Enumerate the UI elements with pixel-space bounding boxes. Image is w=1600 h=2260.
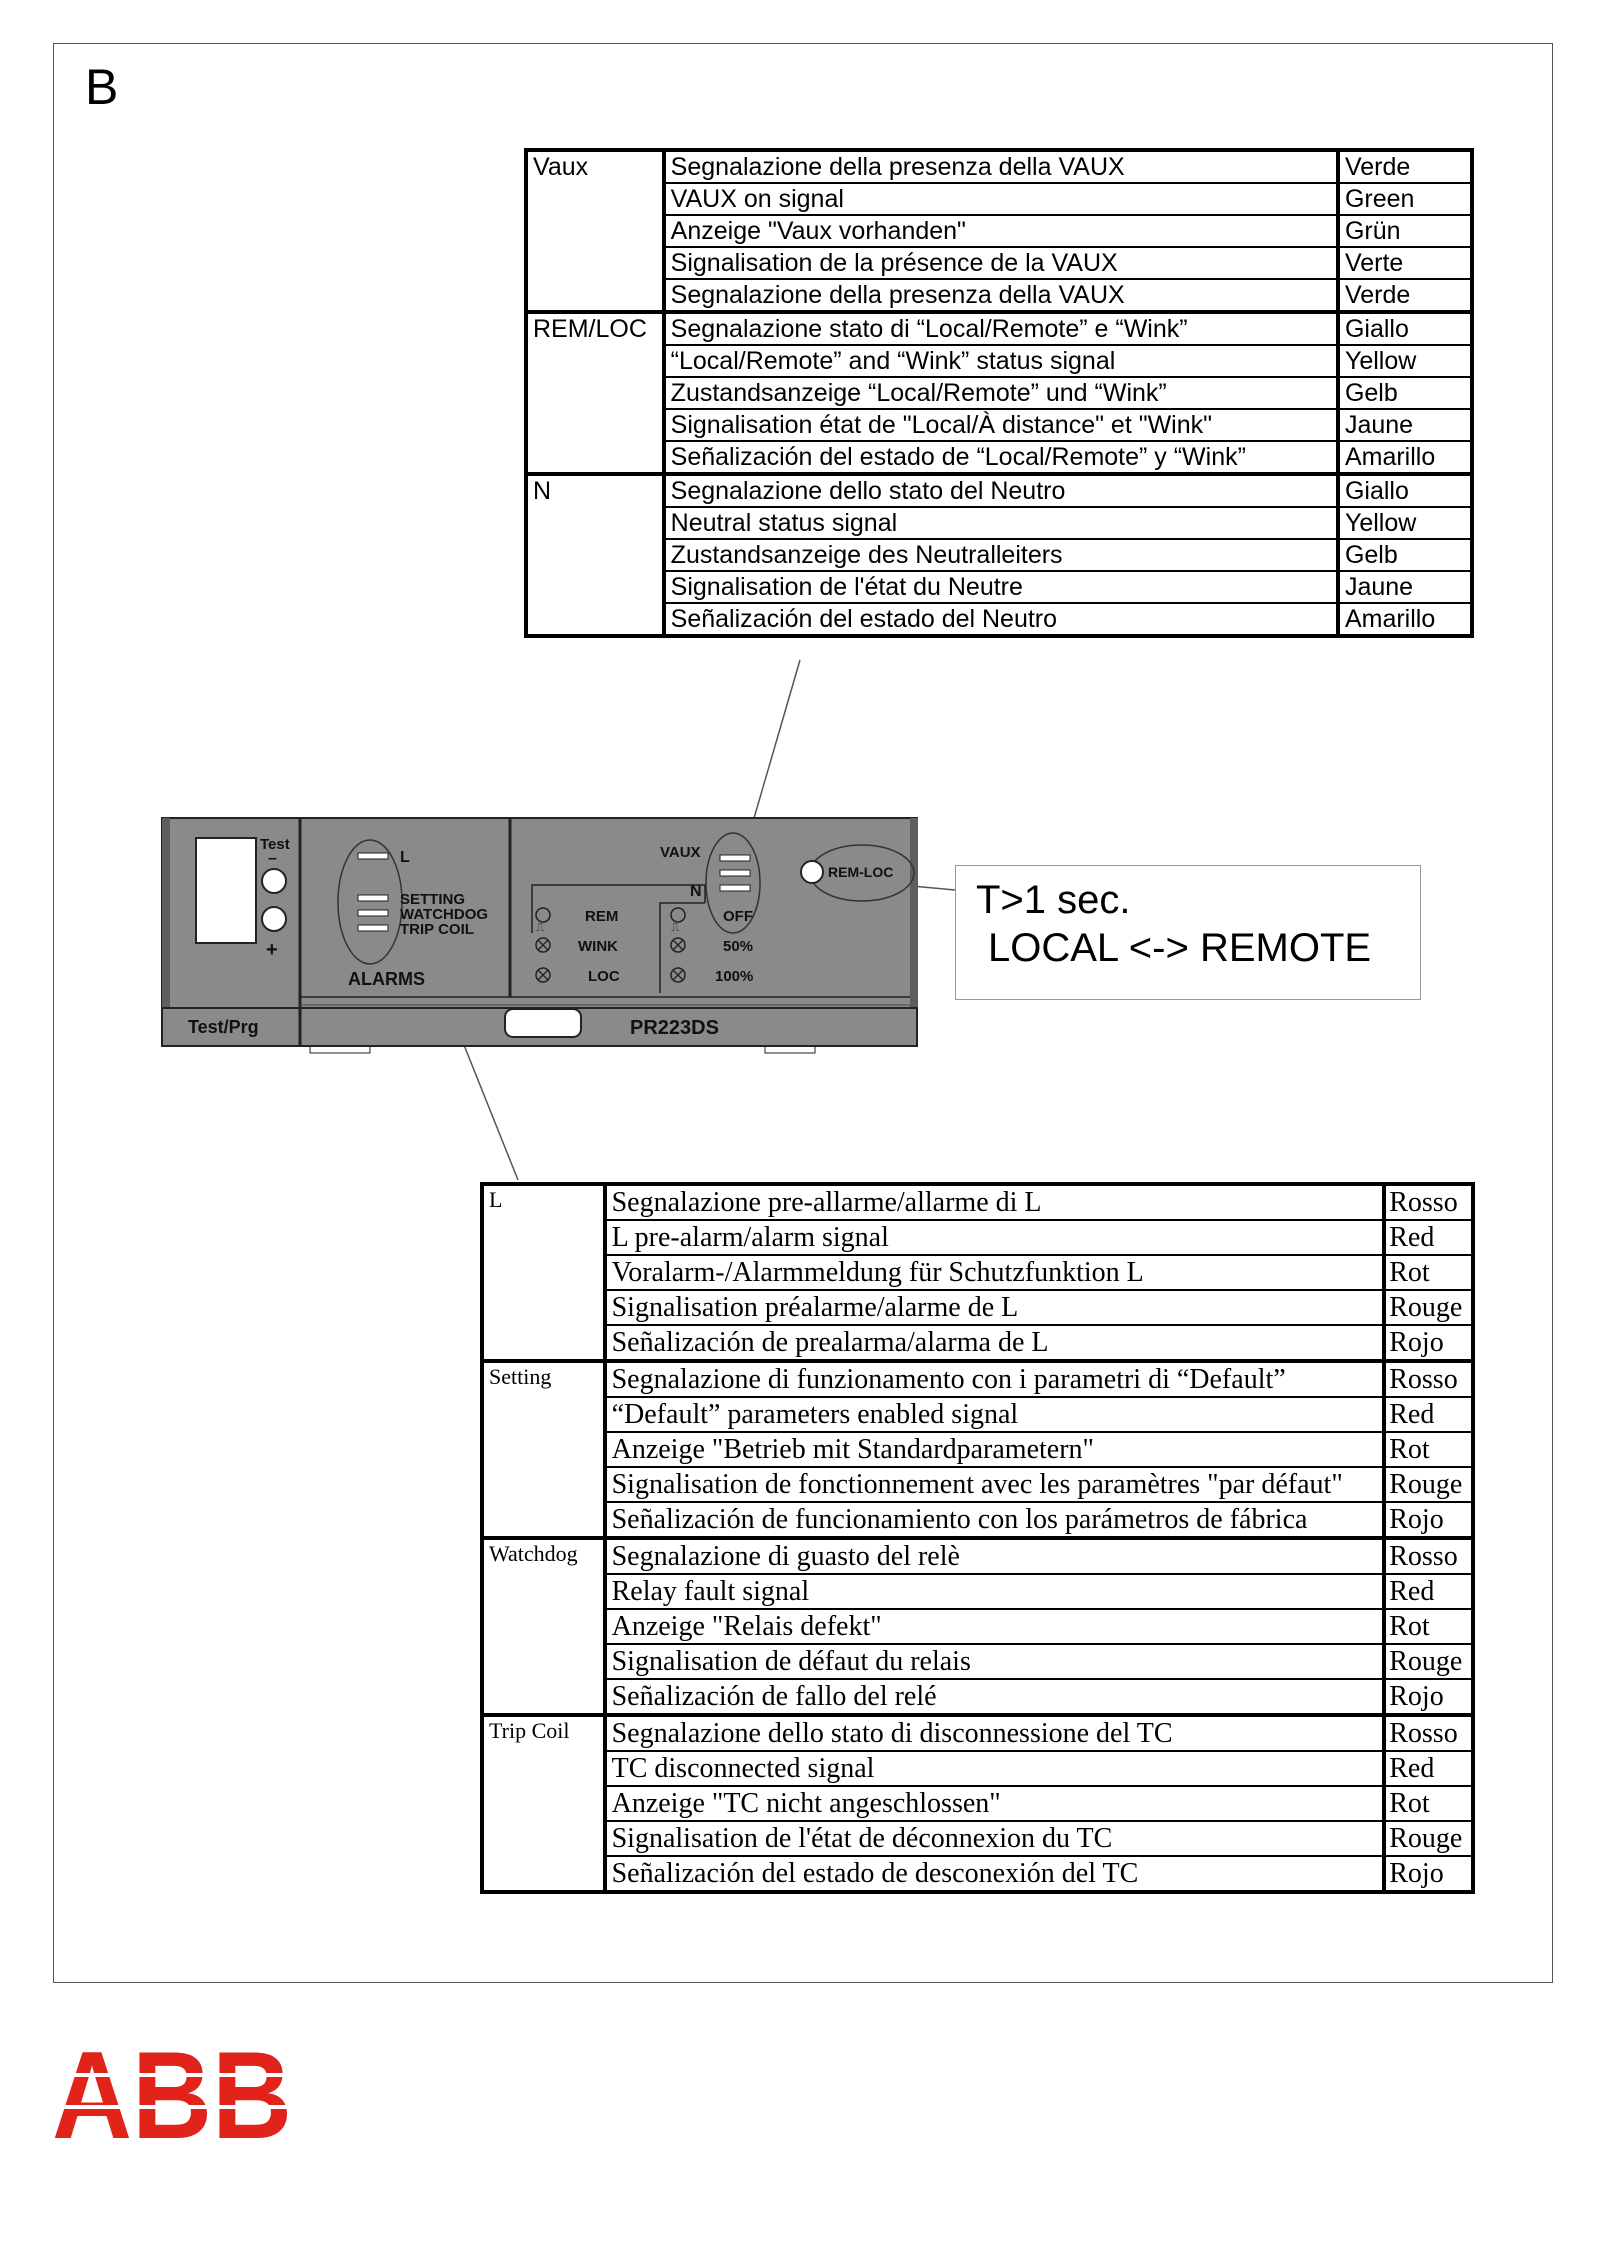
plus-label: + — [266, 939, 278, 961]
led-color: Gelb — [1338, 377, 1472, 409]
led-color: Red — [1384, 1574, 1473, 1609]
table-row — [482, 1502, 1473, 1538]
callout-duration: T>1 sec. — [976, 878, 1131, 922]
table-row — [482, 1679, 1473, 1715]
table-row — [482, 1715, 1473, 1751]
loc-label: LOC — [588, 968, 620, 985]
table-row — [482, 1432, 1473, 1467]
led-color: Jaune — [1338, 571, 1472, 603]
led-color: Rouge — [1384, 1467, 1473, 1502]
test-display — [196, 838, 256, 943]
table-row — [482, 1361, 1473, 1397]
group-label: REM/LOC — [526, 312, 664, 474]
signal-description: Señalización de prealarma/alarma de L — [605, 1325, 1385, 1361]
alarms-legend-table — [480, 1182, 1475, 1894]
signal-description: Signalisation préalarme/alarme de L — [605, 1290, 1385, 1325]
table-row — [482, 1751, 1473, 1786]
led-color: Green — [1338, 183, 1472, 215]
test-plus-button[interactable] — [262, 907, 286, 931]
signal-description: Segnalazione di guasto del relè — [605, 1538, 1385, 1574]
off-label: OFF — [723, 908, 753, 925]
alarm-setting-label: SETTING — [400, 891, 466, 908]
svg-text:⎍: ⎍ — [671, 920, 680, 934]
led-color: Rosso — [1384, 1184, 1473, 1220]
signal-description: Anzeige "Betrieb mit Standardparametern" — [605, 1432, 1385, 1467]
led-trip-coil — [358, 925, 388, 931]
led-color: Yellow — [1338, 345, 1472, 377]
signal-description: Anzeige "Relais defekt" — [605, 1609, 1385, 1644]
panel-right-edge — [910, 818, 918, 1008]
led-color: Rojo — [1384, 1325, 1473, 1361]
led-color: Rouge — [1384, 1644, 1473, 1679]
group-label: Trip Coil — [482, 1715, 605, 1892]
table-row — [482, 1255, 1473, 1290]
led-color: Verte — [1338, 247, 1472, 279]
signal-description: Zustandsanzeige des Neutralleiters — [664, 539, 1338, 571]
wink-label: WINK — [578, 938, 618, 955]
signal-description: Anzeige "TC nicht angeschlossen" — [605, 1786, 1385, 1821]
signal-description: Señalización del estado de desconexión del TC — [605, 1856, 1385, 1892]
signal-description: Señalización del estado del Neutro — [664, 603, 1338, 636]
table-row — [482, 1397, 1473, 1432]
panel-left-edge — [162, 818, 170, 1008]
pulse-symbol: ⎍ — [536, 920, 545, 934]
led-color: Yellow — [1338, 507, 1472, 539]
alarm-l-label: L — [400, 849, 410, 866]
group-label: N — [526, 474, 664, 636]
table-row — [482, 1220, 1473, 1255]
table-row — [482, 1856, 1473, 1892]
signal-description: “Local/Remote” and “Wink” status signal — [664, 345, 1338, 377]
led-color: Rot — [1384, 1432, 1473, 1467]
led-n — [720, 885, 750, 891]
led-color: Rot — [1384, 1609, 1473, 1644]
group-label: Setting — [482, 1361, 605, 1538]
table-row — [482, 1644, 1473, 1679]
p100-label: 100% — [715, 968, 754, 985]
signal-description: Segnalazione pre-allarme/allarme di L — [605, 1184, 1385, 1220]
table-row — [482, 1184, 1473, 1220]
led-color: Giallo — [1338, 474, 1472, 507]
led-color: Verde — [1338, 150, 1472, 183]
led-color: Red — [1384, 1751, 1473, 1786]
remloc-button[interactable] — [801, 861, 823, 883]
alarms-title: ALARMS — [348, 969, 425, 989]
led-color: Rosso — [1384, 1361, 1473, 1397]
abb-logo-fill — [52, 2043, 292, 2140]
signal-description: Zustandsanzeige “Local/Remote” und “Wink” — [664, 377, 1338, 409]
led-setting — [358, 895, 388, 901]
group-label: Vaux — [526, 150, 664, 312]
signal-description: Signalisation de la présence de la VAUX — [664, 247, 1338, 279]
section-letter: B — [85, 59, 119, 115]
led-color: Rojo — [1384, 1856, 1473, 1892]
panel-window — [505, 1009, 581, 1037]
led-color: Rojo — [1384, 1502, 1473, 1538]
p50-label: 50% — [723, 938, 754, 955]
table-row — [482, 1467, 1473, 1502]
led-color: Rouge — [1384, 1290, 1473, 1325]
led-vaux — [720, 855, 750, 861]
pr223ds-front-panel — [160, 815, 920, 1055]
alarm-trip-label: TRIP COIL — [400, 921, 474, 938]
signal-description: Voralarm-/Alarmmeldung für Schutzfunktion L — [605, 1255, 1385, 1290]
led-color: Red — [1384, 1397, 1473, 1432]
signal-description: Signalisation de l'état de déconnexion du TC — [605, 1821, 1385, 1856]
n-label: N — [690, 883, 702, 900]
remloc-label: REM-LOC — [828, 864, 894, 880]
signal-description: Neutral status signal — [664, 507, 1338, 539]
local-remote-callout — [955, 865, 1421, 1000]
led-color: Rojo — [1384, 1679, 1473, 1715]
table-row — [482, 1574, 1473, 1609]
table-row — [482, 1786, 1473, 1821]
rem-label: REM — [585, 908, 619, 925]
signal-description: Anzeige "Vaux vorhanden" — [664, 215, 1338, 247]
table-row — [482, 1821, 1473, 1856]
led-color: Gelb — [1338, 539, 1472, 571]
signal-description: Signalisation de défaut du relais — [605, 1644, 1385, 1679]
signal-description: Señalización de fallo del relé — [605, 1679, 1385, 1715]
table-row — [482, 1290, 1473, 1325]
group-label: Watchdog — [482, 1538, 605, 1715]
signal-description: Segnalazione dello stato del Neutro — [664, 474, 1338, 507]
vaux-label: VAUX — [660, 844, 701, 861]
signal-description: Relay fault signal — [605, 1574, 1385, 1609]
led-color: Red — [1384, 1220, 1473, 1255]
signal-description: Segnalazione della presenza della VAUX — [664, 150, 1338, 183]
signal-description: Signalisation de fonctionnement avec les paramètres "par défaut" — [605, 1467, 1385, 1502]
led-color: Rot — [1384, 1786, 1473, 1821]
led-color: Rot — [1384, 1255, 1473, 1290]
callout-mode-switch: LOCAL <-> REMOTE — [988, 926, 1372, 970]
led-color: Verde — [1338, 279, 1472, 312]
signal-description: L pre-alarm/alarm signal — [605, 1220, 1385, 1255]
leader-line-top — [750, 660, 800, 832]
signal-description: Segnalazione stato di “Local/Remote” e “Wink” — [664, 312, 1338, 345]
signal-description: Signalisation état de "Local/À distance" et "Wink" — [664, 409, 1338, 441]
led-color: Rosso — [1384, 1715, 1473, 1751]
group-label: L — [482, 1184, 605, 1361]
signal-description: Signalisation de l'état du Neutre — [664, 571, 1338, 603]
led-l — [358, 853, 388, 859]
minus-label: – — [268, 850, 277, 867]
test-prg-label: Test/Prg — [188, 1017, 259, 1037]
test-label: Test — [260, 836, 290, 853]
table-row — [482, 1609, 1473, 1644]
led-color: Amarillo — [1338, 603, 1472, 636]
signal-description: TC disconnected signal — [605, 1751, 1385, 1786]
led-color: Grün — [1338, 215, 1472, 247]
signal-description: “Default” parameters enabled signal — [605, 1397, 1385, 1432]
signal-description: Señalización del estado de “Local/Remote” y “Wink” — [664, 441, 1338, 474]
led-remloc — [720, 870, 750, 876]
signal-description: VAUX on signal — [664, 183, 1338, 215]
model-label: PR223DS — [630, 1017, 719, 1039]
led-color: Jaune — [1338, 409, 1472, 441]
abb-logo — [52, 2043, 292, 2140]
led-color: Rouge — [1384, 1821, 1473, 1856]
led-watchdog — [358, 910, 388, 916]
test-minus-button[interactable] — [262, 869, 286, 893]
table-row — [482, 1538, 1473, 1574]
led-color: Giallo — [1338, 312, 1472, 345]
signal-description: Segnalazione di funzionamento con i parametri di “Default” — [605, 1361, 1385, 1397]
signal-description: Segnalazione della presenza della VAUX — [664, 279, 1338, 312]
signal-description: Segnalazione dello stato di disconnessione del TC — [605, 1715, 1385, 1751]
signal-description: Señalización de funcionamiento con los parámetros de fábrica — [605, 1502, 1385, 1538]
led-color: Rosso — [1384, 1538, 1473, 1574]
table-row — [482, 1325, 1473, 1361]
alarm-watchdog-label: WATCHDOG — [400, 906, 489, 923]
led-color: Amarillo — [1338, 441, 1472, 474]
